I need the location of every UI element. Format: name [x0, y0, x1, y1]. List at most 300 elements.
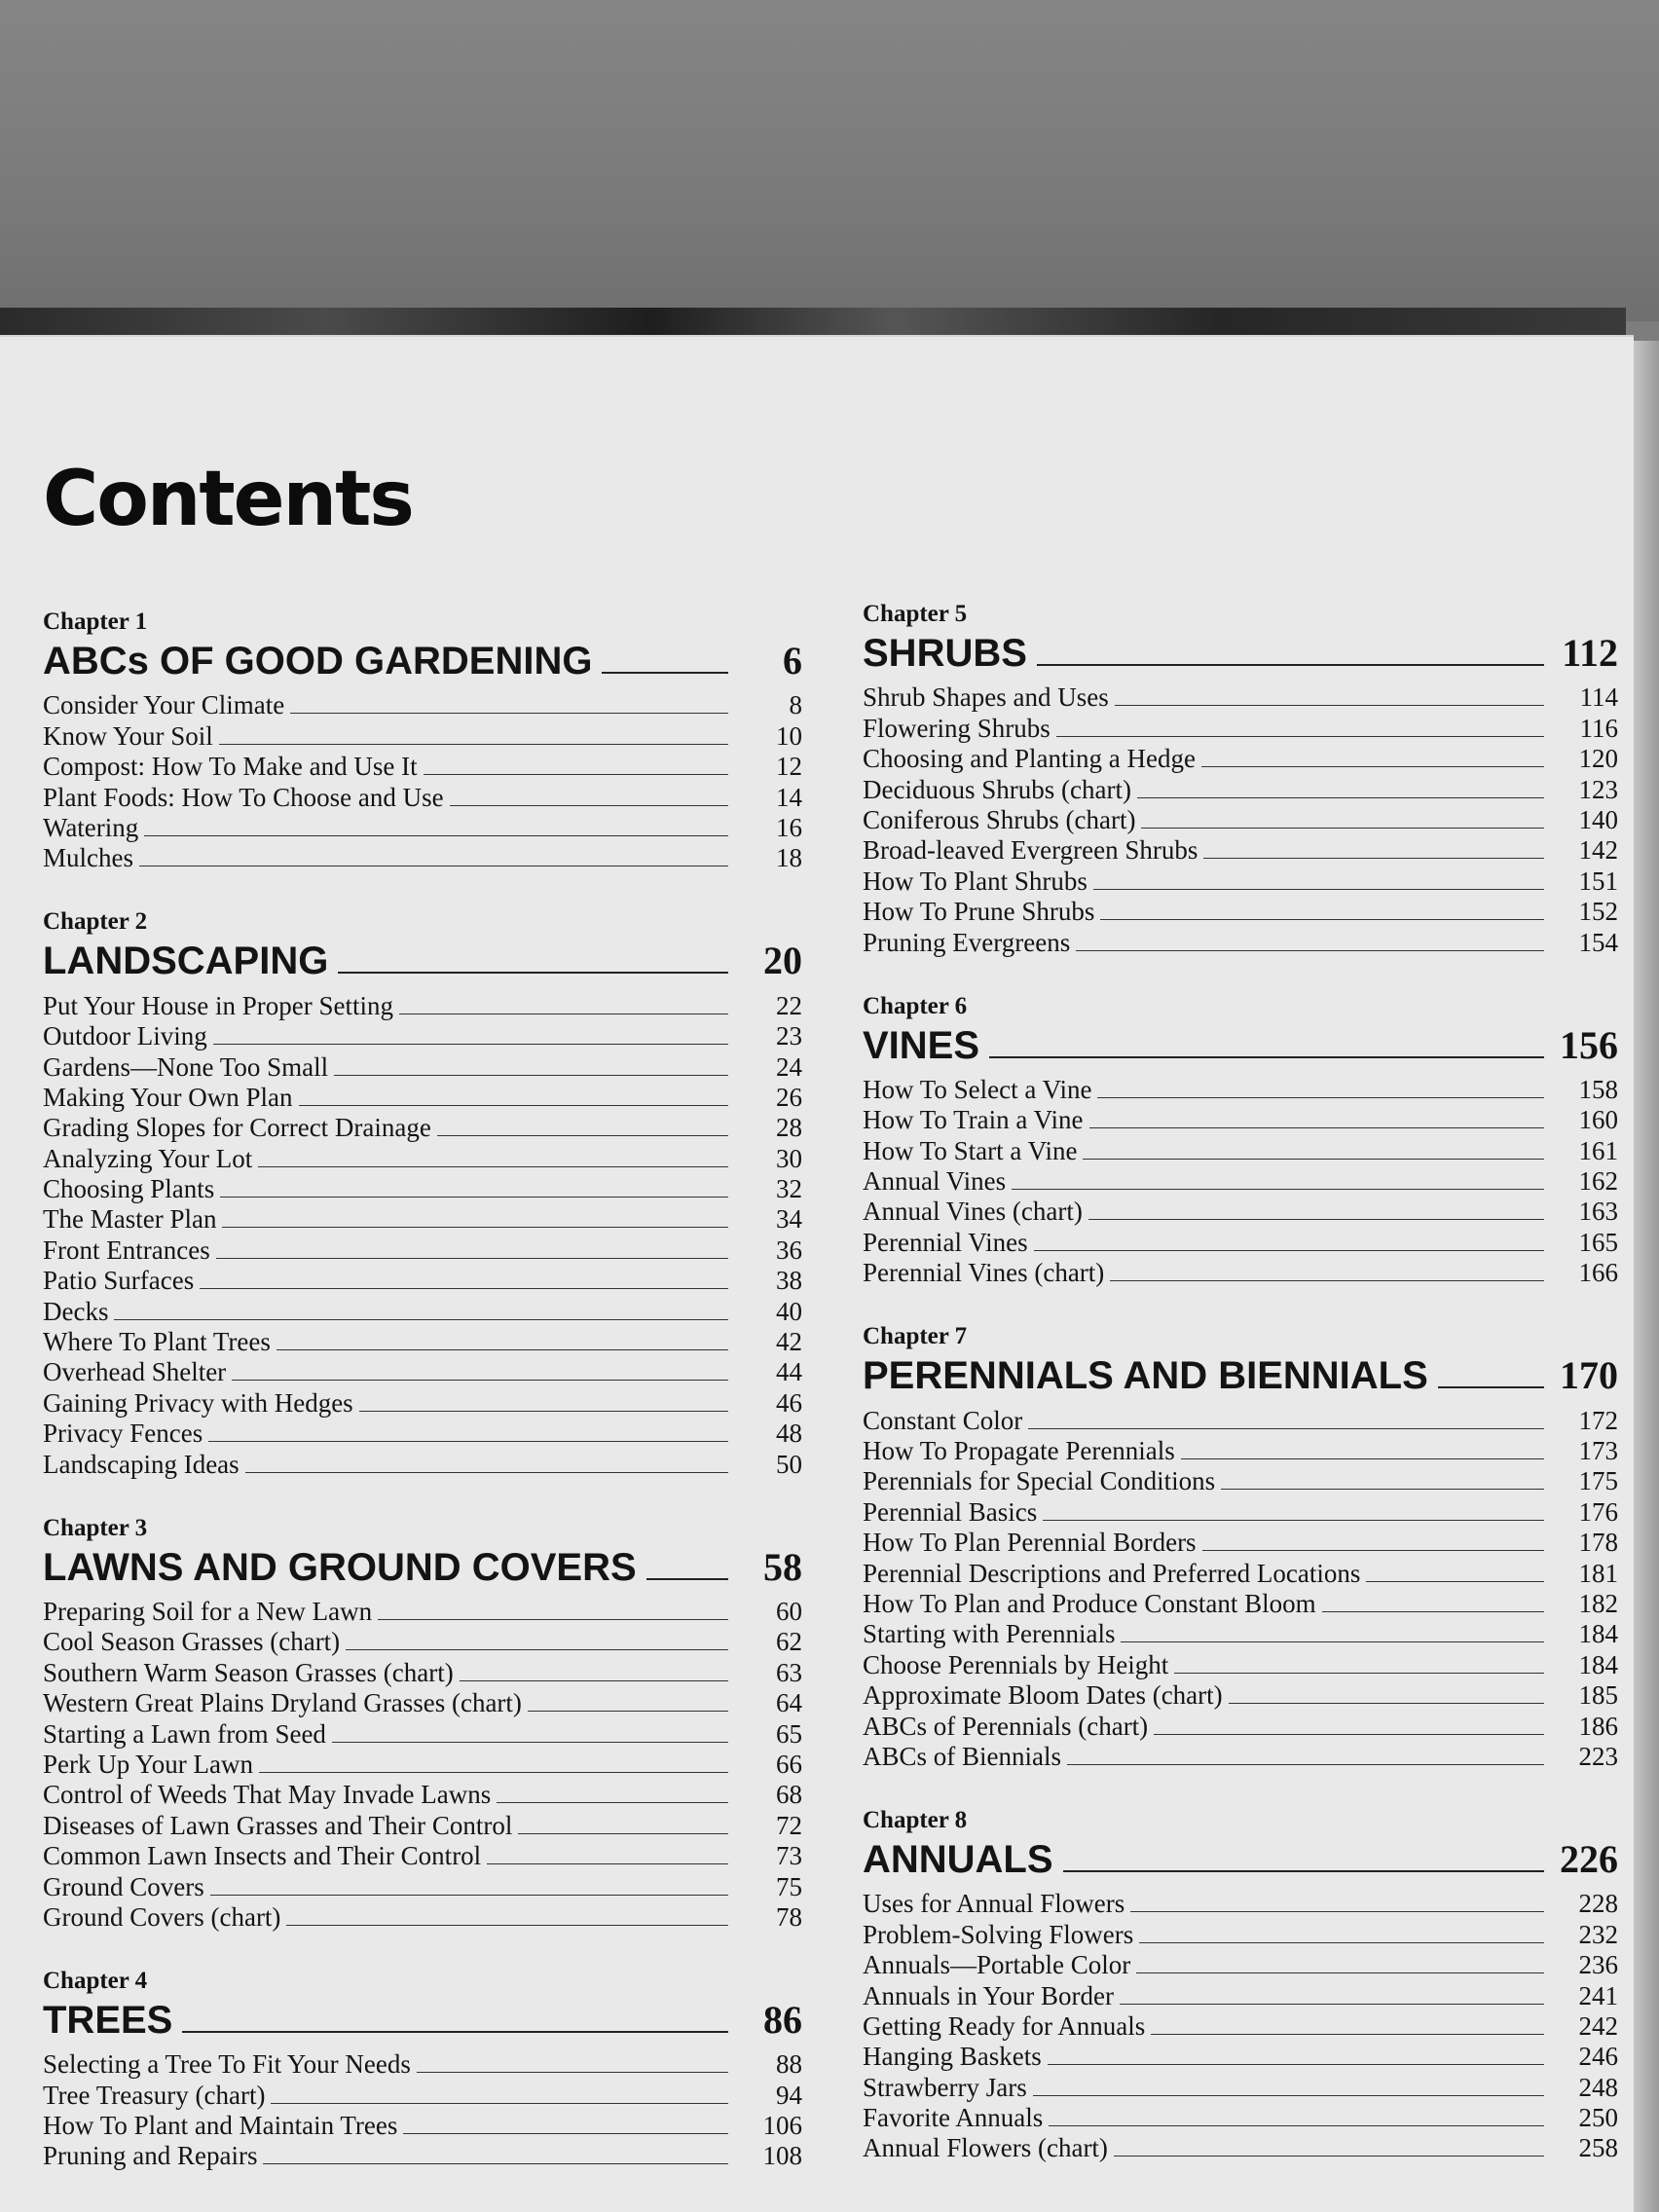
entry-page-number: 163	[1578, 1197, 1618, 1227]
entry-page-number: 64	[776, 1688, 802, 1718]
toc-entry[interactable]	[863, 1104, 1618, 1134]
toc-entry[interactable]	[43, 689, 802, 719]
chapter-heading	[43, 1543, 802, 1590]
toc-entry[interactable]	[43, 1809, 802, 1839]
leader-line	[450, 805, 728, 806]
entry-page-number: 184	[1578, 1619, 1618, 1649]
toc-entry[interactable]	[863, 743, 1618, 773]
toc-entry[interactable]	[863, 865, 1618, 895]
entry-page-number: 8	[789, 690, 802, 720]
entry-page-number: 154	[1578, 927, 1618, 957]
toc-entry[interactable]	[43, 1596, 802, 1626]
entry-title: Cool Season Grasses (chart)	[43, 1627, 341, 1657]
toc-entry[interactable]	[863, 1465, 1618, 1495]
entry-title: Hanging Baskets	[863, 2042, 1042, 2072]
toc-entry[interactable]	[43, 1112, 802, 1142]
chapter-block[interactable]	[863, 1322, 1618, 1771]
chapter-block[interactable]	[43, 1514, 802, 1932]
entry-page-number: 60	[776, 1596, 802, 1626]
entry-page-number: 248	[1578, 2072, 1618, 2102]
entry-page-number: 166	[1578, 1258, 1618, 1288]
entry-title: Annual Vines	[863, 1166, 1007, 1197]
entry-page-number: 24	[776, 1051, 802, 1082]
entry-page-number: 10	[776, 720, 802, 751]
entry-page-number: 22	[776, 990, 802, 1020]
toc-entry[interactable]	[43, 1386, 802, 1417]
entry-page-number: 242	[1578, 2010, 1618, 2041]
entry-page-number: 172	[1578, 1405, 1618, 1435]
chapter-title: LAWNS AND GROUND COVERS	[43, 1545, 637, 1589]
entry-title: Perennial Basics	[863, 1496, 1038, 1527]
entry-title: Watering	[43, 812, 139, 842]
toc-entry[interactable]	[43, 1840, 802, 1870]
leader-line	[220, 1197, 728, 1198]
entry-title: Gardens—None Too Small	[43, 1051, 329, 1082]
toc-entry[interactable]	[43, 719, 802, 750]
chapter-page-number: 156	[1560, 1022, 1618, 1067]
entry-title: Perennial Descriptions and Preferred Locations	[863, 1558, 1361, 1588]
entry-page-number: 250	[1578, 2103, 1618, 2133]
entry-title: Preparing Soil for a New Lawn	[43, 1596, 373, 1626]
entry-page-number: 12	[776, 752, 802, 782]
leader-line	[378, 1619, 728, 1620]
entry-title: Overhead Shelter	[43, 1357, 227, 1387]
entry-page-number: 175	[1578, 1466, 1618, 1496]
chapter-block[interactable]	[43, 1967, 802, 2171]
toc-entry[interactable]	[863, 682, 1618, 712]
entry-title: Privacy Fences	[43, 1419, 203, 1449]
entry-title: Constant Color	[863, 1405, 1023, 1435]
leader-line	[346, 1649, 728, 1650]
toc-entry[interactable]	[863, 1435, 1618, 1465]
entry-page-number: 88	[776, 2049, 802, 2080]
leader-line	[1056, 736, 1544, 737]
leader-line	[497, 1802, 728, 1803]
toc-entry[interactable]	[43, 1142, 802, 1172]
entry-page-number: 182	[1578, 1588, 1618, 1618]
entry-page-number: 72	[776, 1810, 802, 1840]
leader-line	[208, 1441, 728, 1442]
chapter-title: SHRUBS	[863, 632, 1027, 675]
entry-title: Approximate Bloom Dates (chart)	[863, 1680, 1223, 1711]
leader-line	[259, 1772, 728, 1773]
chapter-label: Chapter 2	[43, 908, 148, 936]
toc-entry[interactable]	[43, 1203, 802, 1234]
toc-entry[interactable]	[863, 1074, 1618, 1104]
leader-line	[1120, 2004, 1544, 2005]
entry-page-number: 50	[776, 1449, 802, 1479]
entry-title: Landscaping Ideas	[43, 1449, 240, 1479]
toc-entry[interactable]	[863, 1588, 1618, 1618]
entry-page-number: 223	[1578, 1741, 1618, 1771]
toc-entry[interactable]	[863, 926, 1618, 956]
entry-page-number: 30	[776, 1143, 802, 1173]
leader-line	[1100, 919, 1544, 920]
leader-line	[334, 1075, 728, 1076]
entry-title: Favorite Annuals	[863, 2103, 1044, 2133]
entry-page-number: 161	[1578, 1135, 1618, 1165]
chapter-heading	[863, 1351, 1618, 1398]
entry-title: Making Your Own Plan	[43, 1082, 293, 1112]
leader-line	[487, 1863, 728, 1864]
toc-entry[interactable]	[43, 1717, 802, 1748]
toc-entry[interactable]	[43, 1356, 802, 1386]
leader-line	[1137, 797, 1544, 798]
toc-entry[interactable]	[43, 751, 802, 781]
entry-page-number: 151	[1578, 866, 1618, 896]
leader-line	[271, 2103, 728, 2104]
chapter-block[interactable]	[863, 992, 1618, 1288]
leader-line	[1203, 858, 1544, 859]
toc-entry[interactable]	[863, 2102, 1618, 2132]
entry-title: Perk Up Your Lawn	[43, 1749, 253, 1779]
entry-title: Coniferous Shrubs (chart)	[863, 804, 1136, 834]
leader-line	[989, 1056, 1544, 1058]
entry-page-number: 23	[776, 1021, 802, 1051]
entry-page-number: 236	[1578, 1950, 1618, 1980]
chapter-heading	[43, 937, 802, 983]
entry-page-number: 114	[1579, 682, 1618, 713]
toc-entry[interactable]	[863, 2041, 1618, 2071]
leader-line	[263, 2163, 728, 2164]
entry-page-number: 120	[1578, 744, 1618, 774]
toc-entry[interactable]	[863, 1741, 1618, 1771]
toc-entry[interactable]	[863, 1888, 1618, 1918]
toc-entry[interactable]	[43, 1779, 802, 1809]
entry-title: How To Select a Vine	[863, 1074, 1092, 1104]
leader-line	[1130, 1911, 1544, 1912]
toc-entry[interactable]	[43, 1051, 802, 1081]
entry-title: Ground Covers (chart)	[43, 1901, 281, 1932]
chapter-label: Chapter 3	[43, 1514, 148, 1541]
toc-entry[interactable]	[863, 1618, 1618, 1648]
entry-page-number: 26	[776, 1082, 802, 1112]
leader-line	[299, 1105, 728, 1106]
toc-entry[interactable]	[863, 1404, 1618, 1434]
entry-page-number: 181	[1578, 1558, 1618, 1588]
entry-title: Perennial Vines	[863, 1227, 1028, 1257]
leader-line	[424, 774, 728, 775]
entry-title: How To Plant and Maintain Trees	[43, 2111, 398, 2141]
entry-title: Outdoor Living	[43, 1021, 207, 1051]
leader-line	[1067, 1764, 1544, 1765]
leader-line	[1097, 1097, 1544, 1098]
leader-line	[338, 972, 728, 974]
entry-page-number: 66	[776, 1749, 802, 1779]
leader-line	[437, 1135, 728, 1136]
toc-entry[interactable]	[43, 842, 802, 872]
toc-entry[interactable]	[863, 2071, 1618, 2101]
leader-line	[144, 835, 728, 836]
leader-line	[1174, 1673, 1544, 1674]
leader-line	[1076, 950, 1544, 951]
leader-line	[210, 1895, 728, 1896]
chapter-title: TREES	[43, 1998, 173, 2042]
entry-title: Front Entrances	[43, 1235, 210, 1265]
chapter-block[interactable]	[863, 600, 1618, 957]
toc-entry[interactable]	[863, 1557, 1618, 1587]
leader-line	[290, 713, 728, 714]
entry-title: Consider Your Climate	[43, 690, 285, 720]
chapter-label: Chapter 5	[863, 601, 968, 627]
entry-title: Mulches	[43, 843, 133, 873]
toc-entry[interactable]	[43, 1749, 802, 1779]
toc-entry[interactable]	[863, 1495, 1618, 1526]
toc-entry[interactable]	[863, 712, 1618, 742]
leader-line	[359, 1411, 728, 1412]
entry-page-number: 158	[1578, 1074, 1618, 1104]
entry-page-number: 186	[1578, 1711, 1618, 1741]
chapter-title: PERENNIALS AND BIENNIALS	[863, 1354, 1428, 1398]
entry-page-number: 68	[776, 1780, 802, 1810]
toc-entry[interactable]	[43, 989, 802, 1019]
toc-entry[interactable]	[43, 2048, 802, 2079]
leader-line	[216, 1258, 728, 1259]
entry-page-number: 162	[1578, 1166, 1618, 1197]
entry-page-number: 241	[1578, 1980, 1618, 2010]
entry-title: Decks	[43, 1296, 109, 1326]
leader-line	[1063, 1870, 1544, 1872]
entry-page-number: 106	[762, 2111, 802, 2141]
leader-line	[1202, 1550, 1544, 1551]
toc-entry[interactable]	[43, 781, 802, 811]
entry-page-number: 140	[1578, 804, 1618, 834]
entry-page-number: 94	[776, 2080, 802, 2110]
entry-page-number: 38	[776, 1266, 802, 1296]
entry-page-number: 152	[1578, 897, 1618, 927]
chapter-block[interactable]	[863, 1806, 1618, 2163]
chapter-title: VINES	[863, 1023, 980, 1067]
entry-page-number: 75	[776, 1871, 802, 1901]
toc-entry[interactable]	[863, 804, 1618, 834]
entry-title: Annual Vines (chart)	[863, 1197, 1083, 1227]
entry-page-number: 40	[776, 1296, 802, 1326]
leader-line	[1151, 2034, 1544, 2035]
entry-title: Tree Treasury (chart)	[43, 2080, 266, 2110]
chapter-heading	[863, 629, 1618, 676]
entry-page-number: 116	[1579, 713, 1618, 743]
toc-entry[interactable]	[43, 1173, 802, 1203]
toc-entry[interactable]	[863, 1679, 1618, 1710]
entry-title: How To Train a Vine	[863, 1105, 1084, 1135]
leader-line	[403, 2133, 728, 2134]
leader-line	[1034, 1250, 1544, 1251]
entry-page-number: 160	[1578, 1105, 1618, 1135]
toc-entry[interactable]	[863, 1196, 1618, 1226]
entry-title: ABCs of Biennials	[863, 1741, 1062, 1771]
entry-title: Put Your House in Proper Setting	[43, 990, 394, 1020]
leader-line	[1049, 2125, 1544, 2126]
entry-page-number: 185	[1578, 1680, 1618, 1711]
entry-title: ABCs of Perennials (chart)	[863, 1711, 1149, 1741]
toc-entry[interactable]	[863, 2132, 1618, 2162]
toc-entry[interactable]	[863, 1949, 1618, 1979]
toc-entry[interactable]	[863, 1648, 1618, 1678]
toc-entry[interactable]	[863, 1165, 1618, 1196]
toc-entry[interactable]	[43, 1082, 802, 1112]
leader-line	[1154, 1734, 1544, 1735]
leader-line	[114, 1319, 728, 1320]
leader-line	[219, 744, 728, 745]
chapter-page-number: 170	[1560, 1353, 1618, 1398]
leader-line	[1083, 1159, 1544, 1160]
toc-entry[interactable]	[43, 812, 802, 842]
chapter-title: ABCs OF GOOD GARDENING	[43, 640, 593, 682]
toc-entry[interactable]	[43, 1656, 802, 1686]
toc-entry[interactable]	[43, 2110, 802, 2140]
toc-entry[interactable]	[43, 1326, 802, 1356]
toc-entry[interactable]	[43, 1687, 802, 1717]
entry-page-number: 108	[762, 2141, 802, 2171]
leader-line	[332, 1742, 728, 1743]
chapter-title: ANNUALS	[863, 1837, 1053, 1881]
chapter-page-number: 58	[763, 1544, 802, 1589]
leader-line	[245, 1472, 728, 1473]
leader-line	[1136, 1972, 1544, 1973]
entry-page-number: 46	[776, 1387, 802, 1418]
entry-title: Perennial Vines (chart)	[863, 1258, 1105, 1288]
leader-line	[1089, 1127, 1544, 1128]
toc-entry[interactable]	[863, 834, 1618, 865]
entry-page-number: 32	[776, 1174, 802, 1204]
leader-line	[200, 1288, 728, 1289]
entry-title: Problem-Solving Flowers	[863, 1919, 1134, 1949]
entry-page-number: 42	[776, 1327, 802, 1357]
toc-entry[interactable]	[863, 896, 1618, 926]
leader-line	[1229, 1703, 1544, 1704]
entry-page-number: 16	[776, 812, 802, 842]
toc-entry[interactable]	[863, 1979, 1618, 2009]
entry-page-number: 232	[1578, 1919, 1618, 1949]
entry-title: Gaining Privacy with Hedges	[43, 1387, 353, 1418]
entry-title: Pruning and Repairs	[43, 2141, 258, 2171]
entry-page-number: 34	[776, 1204, 802, 1235]
entry-title: Shrub Shapes and Uses	[863, 682, 1109, 713]
entry-page-number: 173	[1578, 1436, 1618, 1466]
leader-line	[1139, 1942, 1544, 1943]
entry-page-number: 62	[776, 1627, 802, 1657]
chapter-label: Chapter 6	[863, 992, 968, 1019]
entry-title: Perennials for Special Conditions	[863, 1466, 1216, 1496]
leader-line	[417, 2072, 728, 2073]
leader-line	[1115, 705, 1544, 706]
chapter-block[interactable]	[43, 907, 802, 1478]
toc-entry[interactable]	[43, 1295, 802, 1325]
entry-page-number: 73	[776, 1841, 802, 1871]
toc-entry[interactable]	[43, 1234, 802, 1264]
leader-line	[1141, 828, 1544, 829]
entry-page-number: 28	[776, 1113, 802, 1143]
leader-line	[1028, 1428, 1544, 1429]
page-title: Contents	[43, 456, 413, 543]
entry-title: Starting a Lawn from Seed	[43, 1718, 326, 1749]
entry-page-number: 14	[776, 782, 802, 812]
toc-entry[interactable]	[863, 773, 1618, 803]
entry-page-number: 48	[776, 1419, 802, 1449]
chapter-page-number: 86	[763, 1997, 802, 2042]
entry-title: Deciduous Shrubs (chart)	[863, 774, 1131, 804]
leader-line	[232, 1380, 728, 1381]
toc-entry[interactable]	[863, 1918, 1618, 1948]
leader-line	[1181, 1458, 1544, 1459]
toc-entry[interactable]	[43, 2140, 802, 2170]
toc-entry[interactable]	[43, 1448, 802, 1478]
background-surface	[0, 0, 1659, 321]
toc-entry[interactable]	[863, 1710, 1618, 1740]
entry-page-number: 176	[1578, 1496, 1618, 1527]
entry-title: Common Lawn Insects and Their Control	[43, 1841, 482, 1871]
entry-title: Ground Covers	[43, 1871, 204, 1901]
entry-title: Choosing Plants	[43, 1174, 215, 1204]
chapter-title: LANDSCAPING	[43, 940, 329, 983]
chapter-heading	[863, 1835, 1618, 1882]
leader-line	[1033, 2095, 1544, 2096]
entry-page-number: 228	[1578, 1889, 1618, 1919]
entry-title: Starting with Perennials	[863, 1619, 1116, 1649]
toc-entry[interactable]	[43, 1020, 802, 1051]
toc-entry[interactable]	[43, 1265, 802, 1295]
leader-line	[258, 1166, 728, 1167]
toc-entry[interactable]	[43, 2079, 802, 2109]
chapter-label: Chapter 1	[43, 608, 148, 635]
chapter-page-number: 226	[1560, 1836, 1618, 1881]
toc-entry[interactable]	[43, 1626, 802, 1656]
toc-entry[interactable]	[863, 1527, 1618, 1557]
toc-entry[interactable]	[863, 2010, 1618, 2041]
toc-entry[interactable]	[863, 1134, 1618, 1164]
entry-title: Uses for Annual Flowers	[863, 1889, 1125, 1919]
chapter-block[interactable]	[43, 608, 802, 872]
leader-line	[1366, 1581, 1544, 1582]
chapter-page-number: 6	[783, 639, 802, 682]
entry-title: Southern Warm Season Grasses (chart)	[43, 1657, 454, 1687]
toc-entry[interactable]	[43, 1901, 802, 1932]
chapter-label: Chapter 8	[863, 1806, 968, 1833]
leader-line	[286, 1925, 728, 1926]
entry-title: Analyzing Your Lot	[43, 1143, 253, 1173]
entry-page-number: 36	[776, 1235, 802, 1265]
toc-entry[interactable]	[863, 1257, 1618, 1287]
entry-title: Pruning Evergreens	[863, 927, 1071, 957]
leader-line	[1037, 664, 1544, 666]
toc-entry[interactable]	[863, 1226, 1618, 1256]
entry-title: Compost: How To Make and Use It	[43, 752, 418, 782]
entry-page-number: 165	[1578, 1227, 1618, 1257]
leader-line	[528, 1711, 728, 1712]
leader-line	[1221, 1489, 1544, 1490]
entry-page-number: 184	[1578, 1649, 1618, 1679]
entry-title: Western Great Plains Dryland Grasses (chart)	[43, 1688, 522, 1718]
entry-title: How To Plan Perennial Borders	[863, 1528, 1197, 1558]
entry-title: The Master Plan	[43, 1204, 217, 1235]
entry-title: Patio Surfaces	[43, 1266, 195, 1296]
leader-line	[646, 1578, 728, 1580]
leader-line	[1201, 766, 1544, 767]
entry-page-number: 258	[1578, 2133, 1618, 2163]
leader-line	[1012, 1189, 1544, 1190]
entry-page-number: 246	[1578, 2042, 1618, 2072]
entry-page-number: 44	[776, 1357, 802, 1387]
chapter-heading	[43, 637, 802, 683]
entry-page-number: 63	[776, 1657, 802, 1687]
entry-page-number: 78	[776, 1901, 802, 1932]
leader-line	[1110, 1280, 1544, 1281]
leader-line	[276, 1349, 728, 1350]
entry-page-number: 65	[776, 1718, 802, 1749]
entry-title: Where To Plant Trees	[43, 1327, 271, 1357]
toc-entry[interactable]	[43, 1870, 802, 1900]
toc-entry[interactable]	[43, 1418, 802, 1448]
